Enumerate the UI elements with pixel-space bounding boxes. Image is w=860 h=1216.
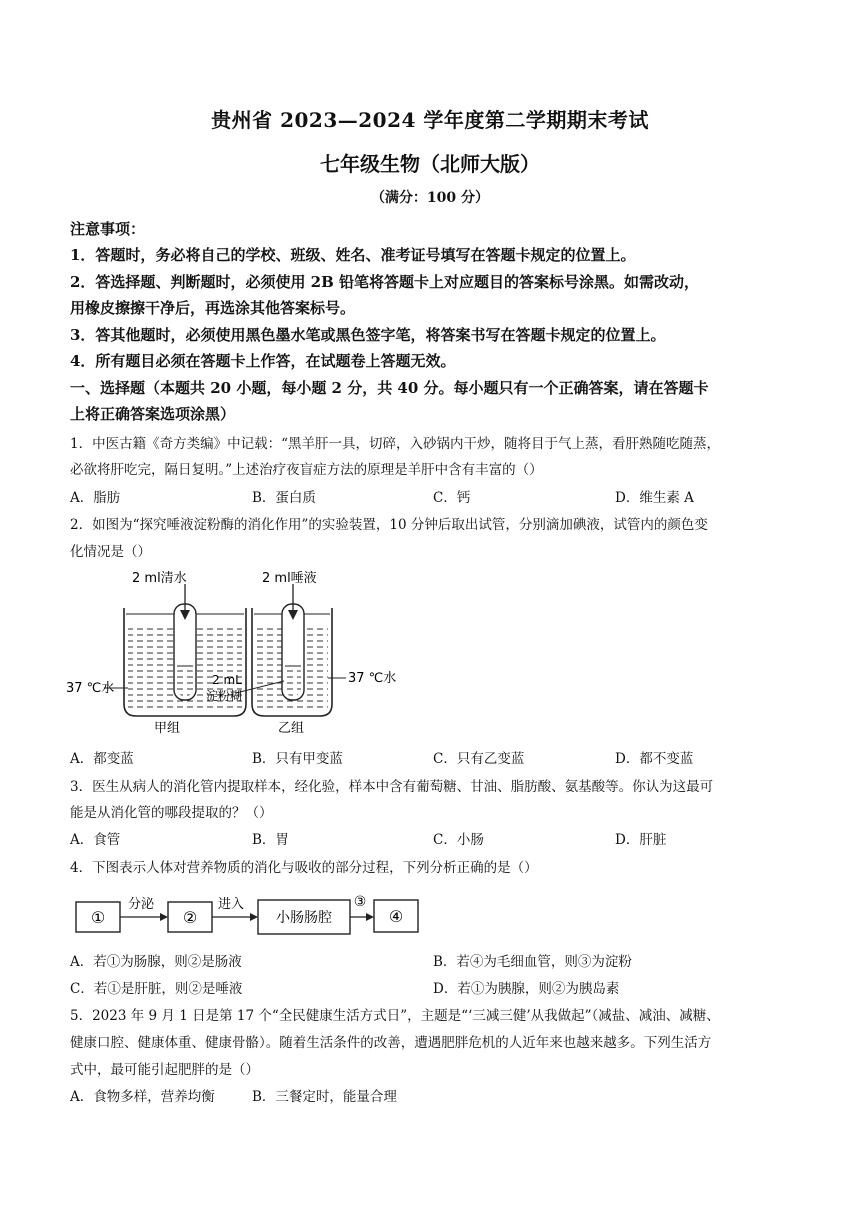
q1-option-a: A．脂肪 <box>70 490 121 506</box>
note-item: 4．所有题目必须在答题卡上作答，在试题卷上答题无效。 <box>70 352 456 370</box>
q4-option-a: A．若①为肠腺，则②是肠液 <box>70 954 242 970</box>
q2-option-b: B．只有甲变蓝 <box>252 751 343 767</box>
label-temperature-right: 37 ℃水 <box>348 671 397 686</box>
question-2-stem: 2．如图为“探究唾液淀粉酶的消化作用”的实验装置，10 分钟后取出试管，分别滴加碘液，试管内的颜色变 <box>70 517 708 533</box>
q2-option-d: D．都不变蓝 <box>615 751 694 767</box>
question-3-stem: 3．医生从病人的消化管内提取样本，经化验，样本中含有葡萄糖、甘油、脂肪酸、氨基酸等。你认为这最可 <box>70 779 714 795</box>
question-5-stem-cont: 式中，最可能引起肥胖的是（） <box>70 1062 259 1078</box>
label-starch-paste: 淀粉糊 <box>206 689 243 703</box>
flow-box-1: ① <box>90 908 106 927</box>
flow-box-2: ② <box>182 908 198 927</box>
q1-option-b: B．蛋白质 <box>252 490 316 506</box>
flow-arrow-secrete-label: 分泌 <box>128 897 155 912</box>
q1-option-d: D．维生素 A <box>615 490 694 506</box>
beaker-group-b <box>252 584 332 716</box>
label-group-a: 甲组 <box>154 721 181 736</box>
flow-box-4: ④ <box>388 907 404 926</box>
q2-option-c: C．只有乙变蓝 <box>433 751 525 767</box>
note-item: 用橡皮擦擦干净后，再选涂其他答案标号。 <box>70 299 356 317</box>
notes-heading: 注意事项： <box>70 220 146 238</box>
question-1-stem: 1．中医古籍《奇方类编》中记载：“黑羊肝一具，切碎，入砂锅内干炒，随将目于气上蒸，看肝熟随吃随蒸， <box>70 436 720 452</box>
exam-subtitle: 七年级生物（北师大版） <box>320 152 540 176</box>
q4-option-d: D．若①为胰腺，则②为胰岛素 <box>433 981 620 997</box>
q4-option-c: C．若①是肝脏，则②是唾液 <box>70 981 243 997</box>
q1-option-c: C．钙 <box>433 490 471 506</box>
q3-option-a: A．食管 <box>70 832 121 848</box>
question-5-stem-cont: 健康口腔、健康体重、健康骨骼）。随着生活条件的改善，遭遇肥胖危机的人近年来也越来越多。下列生活方 <box>70 1035 712 1051</box>
section-heading: 一、选择题（本题共 20 小题，每小题 2 分，共 40 分。每小题只有一个正确答案，请在答题卡 <box>70 379 709 397</box>
q2-option-a: A．都变蓝 <box>70 751 134 767</box>
q3-option-d: D．肝脏 <box>615 832 667 848</box>
note-item: 1．答题时，务必将自己的学校、班级、姓名、准考证号填写在答题卡规定的位置上。 <box>70 246 636 264</box>
question-3-stem-cont: 能是从消化管的哪段提取的？（） <box>70 805 273 821</box>
q4-option-b: B．若④为毛细血管，则③为淀粉 <box>433 954 632 970</box>
question-1-stem-cont: 必欲将肝吃完，隔日复明。”上述治疗夜盲症方法的原理是羊肝中含有丰富的（） <box>70 462 543 478</box>
label-saliva: 2 ml唾液 <box>262 571 317 586</box>
full-score: （满分：100 分） <box>370 190 490 206</box>
label-temperature-left: 37 ℃水 <box>66 681 115 696</box>
flow-arrow-3-label: ③ <box>353 894 367 910</box>
question-4-stem: 4．下图表示人体对营养物质的消化与吸收的部分过程，下列分析正确的是（） <box>70 860 538 876</box>
label-clear-water: 2 ml清水 <box>132 571 187 586</box>
flow-arrow-enter-label: 进入 <box>218 897 245 912</box>
flow-box-small-intestine: 小肠肠腔 <box>276 910 332 926</box>
q5-option-a: A．食物多样，营养均衡 <box>70 1089 215 1105</box>
note-item: 3．答其他题时，必须使用黑色墨水笔或黑色签字笔，将答案书写在答题卡规定的位置上。 <box>70 326 666 344</box>
question-2-stem-cont: 化情况是（） <box>70 544 151 560</box>
question-5-stem: 5．2023 年 9 月 1 日是第 17 个“全民健康生活方式日”，主题是“‘三减三健’从我做起”（减盐、减油、减糖、 <box>70 1008 720 1024</box>
digestion-flow-figure <box>70 884 422 940</box>
note-item: 2．答选择题、判断题时，必须使用 2B 铅笔将答题卡上对应题目的答案标号涂黑。如需改动， <box>70 273 700 291</box>
q3-option-b: B．胃 <box>252 832 289 848</box>
label-amount: 2 mL <box>212 673 242 687</box>
section-heading-cont: 上将正确答案选项涂黑） <box>70 405 236 423</box>
label-group-b: 乙组 <box>278 721 305 736</box>
q3-option-c: C．小肠 <box>433 832 484 848</box>
exam-title: 贵州省 2023—2024 学年度第二学期期末考试 <box>211 108 649 132</box>
saliva-experiment-figure <box>66 566 406 738</box>
q5-option-b: B．三餐定时，能量合理 <box>252 1089 397 1105</box>
